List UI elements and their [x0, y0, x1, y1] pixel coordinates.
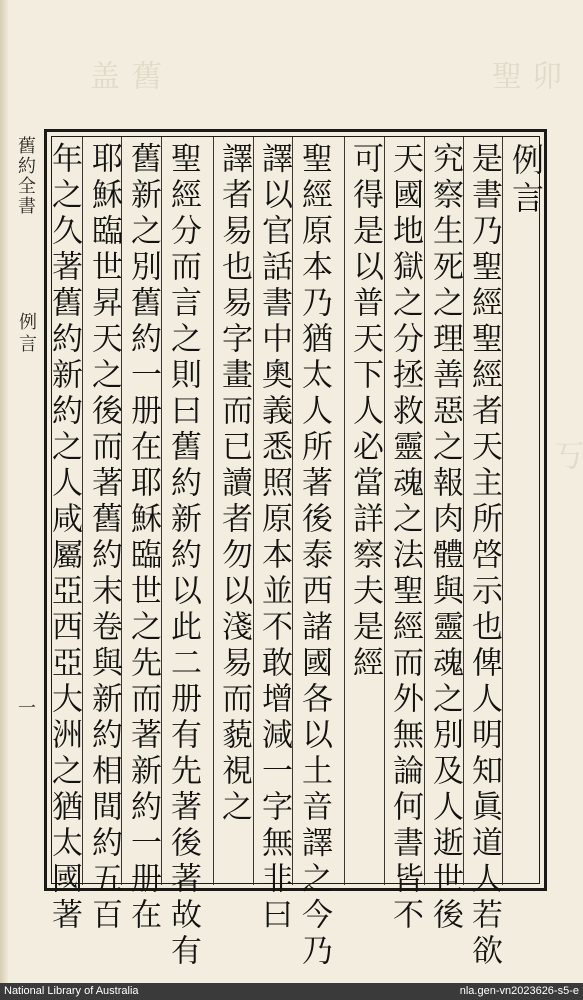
bleed-through-mark: 舊 — [126, 60, 161, 98]
text-column-6: 譯以官話書中奧義悉照原本並不敢增減一字無非曰 — [256, 142, 292, 934]
column-rule — [463, 137, 464, 885]
text-column-7: 譯者易也易字畫而已讀者勿以淺易而藐視之 — [216, 142, 252, 826]
footer-institution: National Library of Australia — [4, 985, 139, 997]
text-column-11: 年之久著舊約新約之人咸屬亞西亞大洲之猶太國著 — [46, 142, 82, 934]
page-spine-shadow — [0, 0, 8, 983]
text-column-3: 天國地獄之分拯救靈魂之法聖經而外無論何書皆不 — [387, 142, 423, 934]
column-rule — [344, 137, 345, 885]
bleed-through-mark: 盖 — [84, 60, 119, 98]
column-rule — [292, 137, 293, 885]
column-rule — [161, 137, 162, 885]
column-rule — [502, 137, 503, 885]
margin-section-title: 例言 — [16, 312, 37, 356]
footer-identifier: nla.gen-vn2023626-s5-e — [459, 985, 579, 997]
bleed-through-mark: 卯 — [526, 60, 561, 98]
text-column-5: 聖經原本乃猶太人所著後泰西諸國各以土音譯之今乃 — [296, 142, 332, 970]
text-column-9: 舊新之別舊約一册在耶穌臨世之先而著新約一册在 — [125, 142, 161, 934]
column-rule — [82, 137, 83, 885]
column-rule — [213, 137, 214, 885]
heading: 例言 — [507, 143, 545, 219]
text-column-2: 究察生死之理善惡之報肉體與靈魂之別及人逝世後 — [427, 142, 463, 934]
text-column-8: 聖經分而言之則曰舊約新約以此二册有先著後著故有 — [165, 142, 201, 970]
margin-page-number: 一 — [18, 698, 36, 719]
column-rule — [424, 137, 425, 885]
text-column-10: 耶穌臨世昇天之後而著舊約末卷與新約相間約五百 — [86, 142, 122, 934]
footer-bar — [0, 983, 583, 1000]
bleed-through-mark: 丂 — [548, 440, 583, 478]
column-rule — [384, 137, 385, 885]
column-rule — [253, 137, 254, 885]
text-column-1: 是書乃聖經聖經者天主所啓示也俾人明知眞道人若欲 — [466, 142, 502, 970]
text-column-4: 可得是以普天下人必當詳察夫是經 — [347, 142, 383, 682]
margin-book-title: 舊約全書 — [15, 136, 36, 216]
bleed-through-mark: 聖 — [486, 60, 521, 98]
